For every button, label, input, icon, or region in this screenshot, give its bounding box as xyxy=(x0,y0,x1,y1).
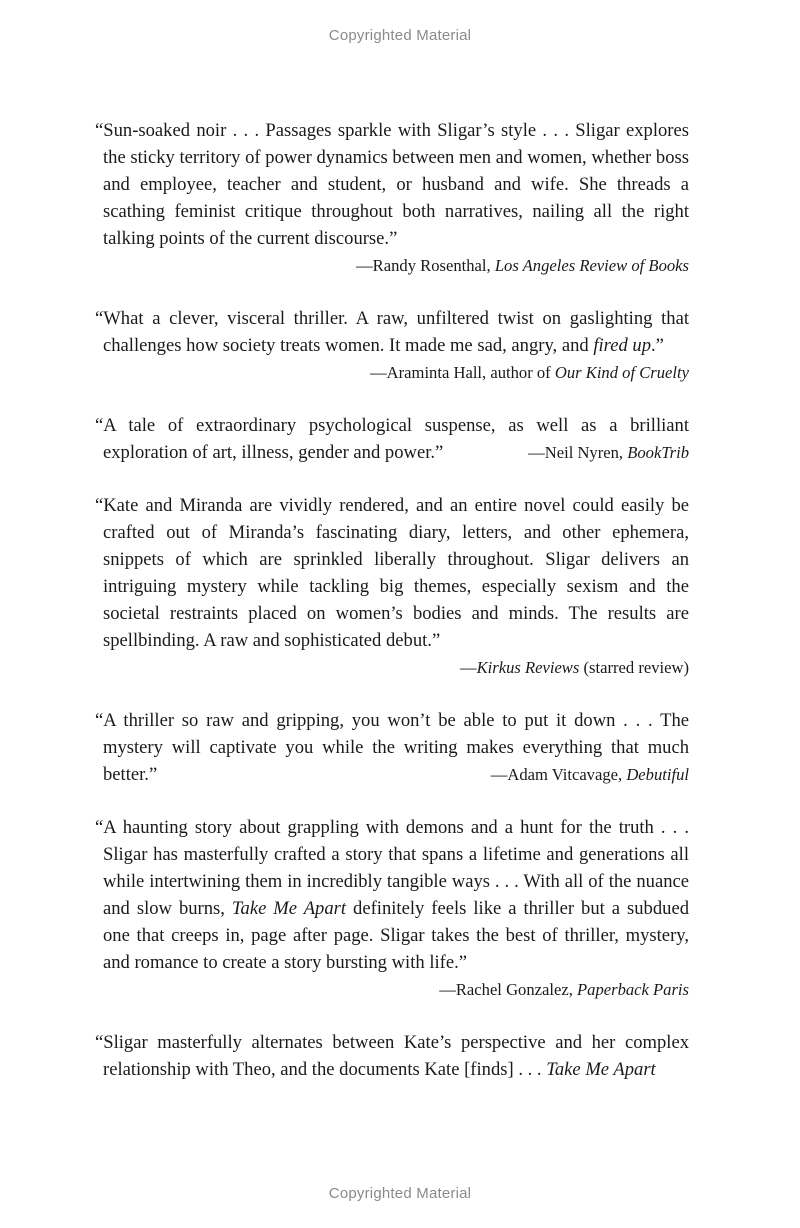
blurb-attribution xyxy=(490,761,689,788)
attribution-note: (starred review) xyxy=(579,658,689,677)
quote-text: “Sligar masterfully alternates between Kate’s perspective and her complex relationship with Theo, and the documents Kate [finds] . . . xyxy=(95,1032,689,1080)
attribution-source: Our Kind of Cruelty xyxy=(554,363,689,382)
attribution-author: —Randy Rosenthal, xyxy=(356,256,495,275)
blurb-quote: “Kate and Miranda are vividly rendered, and an entire novel could easily be crafted out of Miranda’s fascinating diary, letters, and other ephemera, snippets of which are sprinkled liberally throughout. Sligar delivers an intriguing mystery while tackling big themes, especially sexism and the societal restraints placed on women’s bodies and minds. The results are spellbinding. A raw and sophisticated debut.” xyxy=(95,495,689,651)
quote-text-end: .” xyxy=(651,335,664,356)
blurb-quote xyxy=(95,412,689,466)
attribution-author: —Neil Nyren, xyxy=(528,443,628,462)
blurb-rosenthal xyxy=(95,117,689,279)
attribution-source: Debutiful xyxy=(626,765,689,784)
blurb-kirkus xyxy=(95,492,689,681)
blurb-attribution xyxy=(95,252,689,279)
quote-text: “What a clever, visceral thriller. A raw, unfiltered twist on gaslighting that challenges how society treats women. It made me sad, angry, and xyxy=(95,308,689,356)
quote-emphasis: Take Me Apart xyxy=(231,898,347,919)
blurb-nyren xyxy=(95,412,689,466)
attribution-source: BookTrib xyxy=(627,443,689,462)
copyright-stamp-top: Copyrighted Material xyxy=(328,27,472,44)
quote-emphasis: Take Me Apart xyxy=(546,1059,656,1080)
blurb-attribution xyxy=(528,439,689,466)
blurb-quote: “Sun-soaked noir . . . Passages sparkle with Sligar’s style . . . Sligar explores the sticky territory of power dynamics between men and women, whether boss and employee, teacher and student, or husband and wife. She threads a scathing feminist critique throughout both narratives, nailing all the right talking points of the current discourse.” xyxy=(95,120,689,249)
attribution-source: Los Angeles Review of Books xyxy=(494,256,689,275)
blurb-hall xyxy=(95,305,689,386)
blurb-quote xyxy=(95,707,689,788)
blurb-continued xyxy=(95,1029,689,1083)
blurb-attribution xyxy=(95,654,689,681)
blurb-gonzalez xyxy=(95,814,689,1003)
copyright-stamp-bottom: Copyrighted Material xyxy=(328,1185,472,1202)
attribution-source: Kirkus Reviews xyxy=(476,658,580,677)
attribution-author: —Adam Vitcavage, xyxy=(490,765,627,784)
blurb-quote xyxy=(95,1029,689,1083)
attribution-dash: — xyxy=(459,658,477,677)
quote-text: “A haunting story about grappling with demons and a hunt for the truth . . . Sligar has masterfully crafted a story that spans a lifetime and generations all while intertwining them in incredibly tangible ways . . . With all of the nuance and slow burns, xyxy=(95,817,689,919)
blurb-attribution xyxy=(95,359,689,386)
blurbs-page xyxy=(95,117,689,1083)
attribution-author: —Rachel Gonzalez, xyxy=(439,980,578,999)
blurb-quote xyxy=(95,814,689,976)
quote-text-end: definitely feels like a thriller but a subdued one that creeps in, page after page. Sligar takes the best of thriller, mystery, and romance to create a story bursting with life.” xyxy=(103,898,689,973)
blurb-quote xyxy=(95,305,689,359)
blurb-vitcavage xyxy=(95,707,689,788)
quote-emphasis: fired up xyxy=(593,335,652,356)
quote-text: “A tale of extraordinary psychological suspense, as well as a brilliant exploration of art, illness, gender and power.” xyxy=(95,415,689,463)
attribution-author: —Araminta Hall, author of xyxy=(370,363,555,382)
quote-text: “A thriller so raw and gripping, you won’t be able to put it down . . . The mystery will captivate you while the writing makes everything that much better.” xyxy=(95,710,689,785)
blurb-attribution xyxy=(95,976,689,1003)
attribution-source: Paperback Paris xyxy=(577,980,689,999)
